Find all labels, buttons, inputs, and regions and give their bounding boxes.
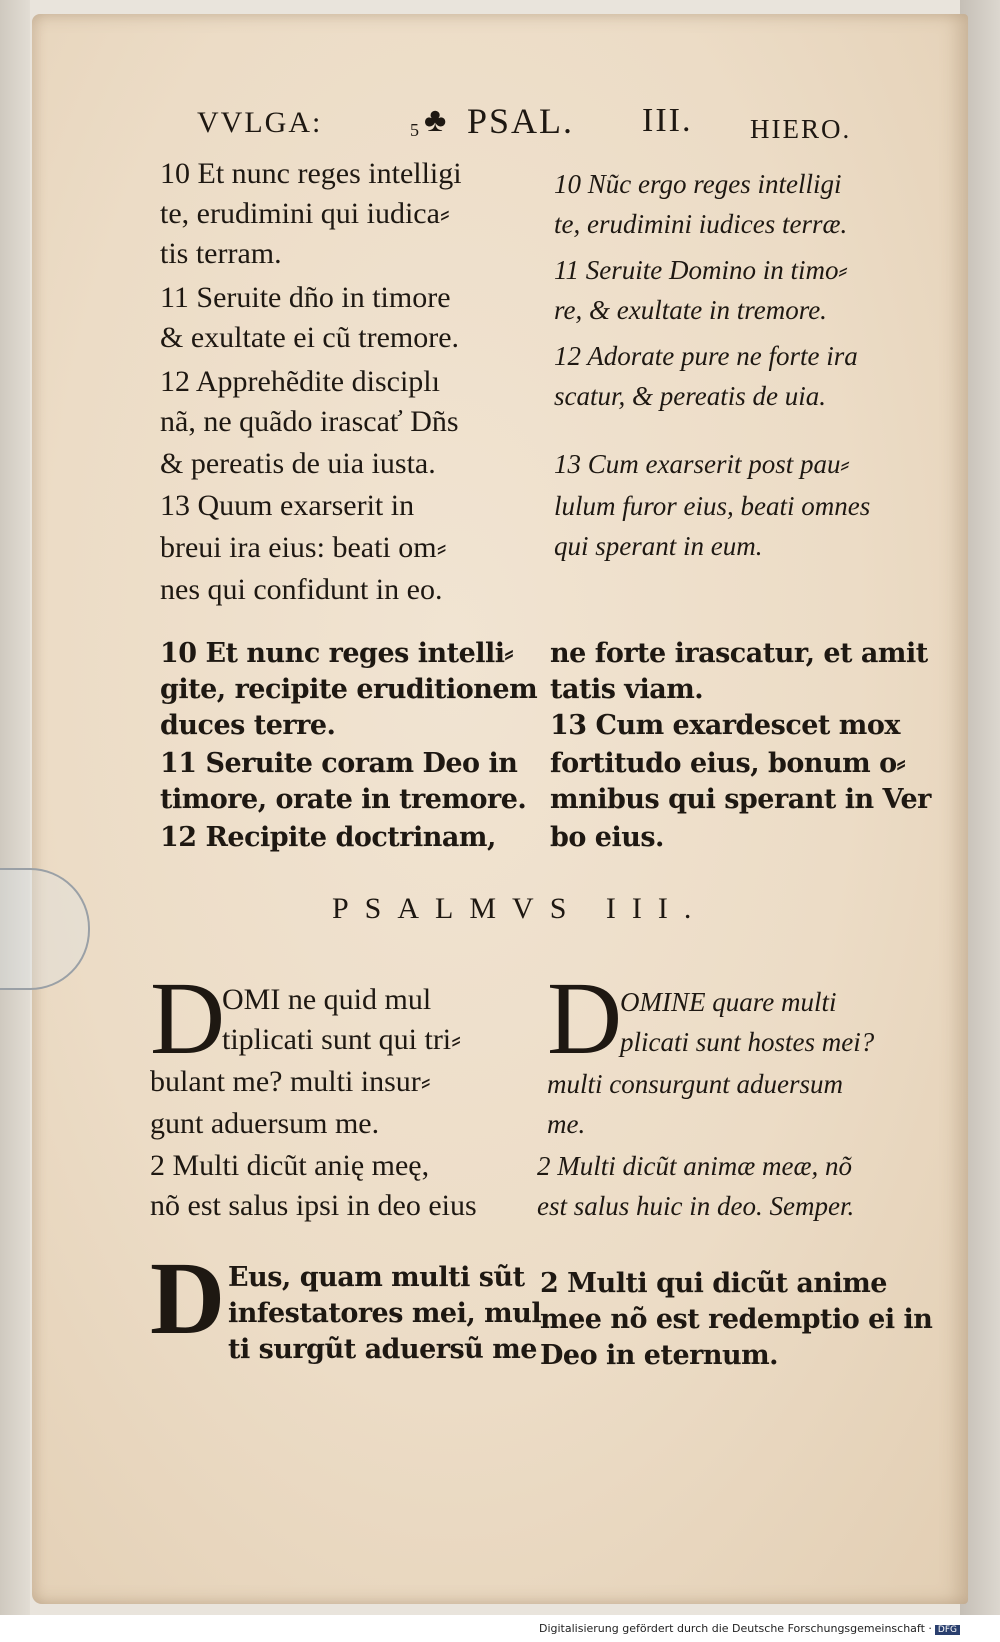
text-line: te, erudimini qui iudica⸗ <box>160 197 450 230</box>
text-line: est salus huic in deo. Semper. <box>537 1191 855 1221</box>
text-line: 13 Cum exardescet mox <box>550 710 900 741</box>
psalm-title: PSALMVS III. <box>332 892 708 925</box>
text-line: 10 Nũc ergo reges intelligi <box>554 169 842 199</box>
text-line: mnibus qui sperant in Ver <box>550 784 931 815</box>
header-psal: PSAL. <box>467 101 575 141</box>
text-line: tis terram. <box>160 237 282 270</box>
text-line: 13 Cum exarserit post pau⸗ <box>554 449 850 479</box>
text-line: bulant me? multi insur⸗ <box>150 1065 431 1098</box>
drop-cap: D <box>547 961 623 1076</box>
dfg-logo: DFG <box>935 1625 960 1635</box>
text-line: & exultate ei cũ tremore. <box>160 321 460 354</box>
text-line: gite, recipite eruditionem <box>160 674 538 705</box>
text-line: 11 Seruite dño in timore <box>160 281 451 314</box>
header-vulgate: VVLGA: <box>197 106 323 139</box>
text-line: nã, ne quãdo irascať Dñs <box>160 405 459 438</box>
text-line: OMINE quare multi <box>620 987 837 1017</box>
text-line: 12 Apprehẽdite disciplı <box>160 365 440 398</box>
text-line: nõ est salus ipsi in deo eius <box>150 1189 477 1222</box>
drop-cap: D <box>150 1241 226 1356</box>
header-hiero: HIERO. <box>750 114 852 144</box>
text-line: tatis viam. <box>550 674 704 705</box>
text-line: te, erudimini iudices terræ. <box>554 209 848 239</box>
text-line: 11 Seruite Domino in timo⸗ <box>554 255 848 285</box>
text-line: 11 Seruite coram Deo in <box>160 748 518 779</box>
text-line: gunt aduersum me. <box>150 1107 380 1140</box>
text-line: duces terre. <box>160 710 336 741</box>
text-line: breui ira eius: beati om⸗ <box>160 531 447 564</box>
text-line: 13 Quum exarserit in <box>160 489 415 522</box>
text-line: 12 Recipite doctrinam, <box>160 822 496 853</box>
book-page <box>32 14 968 1604</box>
drop-cap: D <box>150 961 226 1076</box>
text-line: me. <box>547 1109 586 1139</box>
text-line: re, & exultate in tremore. <box>554 295 827 325</box>
text-line: OMI ne quid mul <box>222 983 432 1016</box>
header-folio: 5 <box>410 120 421 140</box>
text-line: 12 Adorate pure ne forte ira <box>554 341 858 371</box>
text-line: qui sperant in eum. <box>554 531 763 561</box>
text-line: fortitudo eius, bonum o⸗ <box>550 748 906 779</box>
credit-text: Digitalisierung gefördert durch die Deutsche Forschungsgemeinschaft · <box>538 1622 932 1635</box>
text-line: Deo in eternum. <box>540 1340 779 1371</box>
text-line: infestatores mei, mul <box>228 1298 542 1329</box>
header-numeral: III. <box>642 102 693 139</box>
text-line: timore, orate in tremore. <box>160 784 527 815</box>
text-line: mee nõ est redemptio ei in <box>540 1304 933 1335</box>
text-line: 2 Multi dicũt anię meę, <box>150 1149 430 1182</box>
text-line: 10 Et nunc reges intelli⸗ <box>160 638 514 669</box>
fleuron-icon: ♣ <box>424 102 447 139</box>
text-line: 10 Et nunc reges intelligi <box>160 157 462 190</box>
text-line: plicati sunt hostes mei? <box>620 1027 875 1057</box>
binding-edge-left <box>0 0 30 1615</box>
digitization-credit <box>539 1622 960 1635</box>
text-line: ti surgũt aduersũ me <box>228 1334 537 1365</box>
text-line: nes qui confidunt in eo. <box>160 573 443 606</box>
text-line: multi consurgunt aduersum <box>547 1069 843 1099</box>
text-line: tiplicati sunt qui tri⸗ <box>222 1023 462 1056</box>
text-line: bo eius. <box>550 822 664 853</box>
text-line: scatur, & pereatis de uia. <box>554 381 826 411</box>
text-line: ne forte irascatur, et amit <box>550 638 928 669</box>
text-line: 2 Multi qui dicũt anime <box>540 1268 887 1299</box>
text-line: Eus, quam multi sũt <box>228 1262 525 1293</box>
text-line: & pereatis de uia iusta. <box>160 447 436 480</box>
text-line: 2 Multi dicũt animæ meæ, nõ <box>537 1151 852 1181</box>
text-line: lulum furor eius, beati omnes <box>554 491 871 521</box>
